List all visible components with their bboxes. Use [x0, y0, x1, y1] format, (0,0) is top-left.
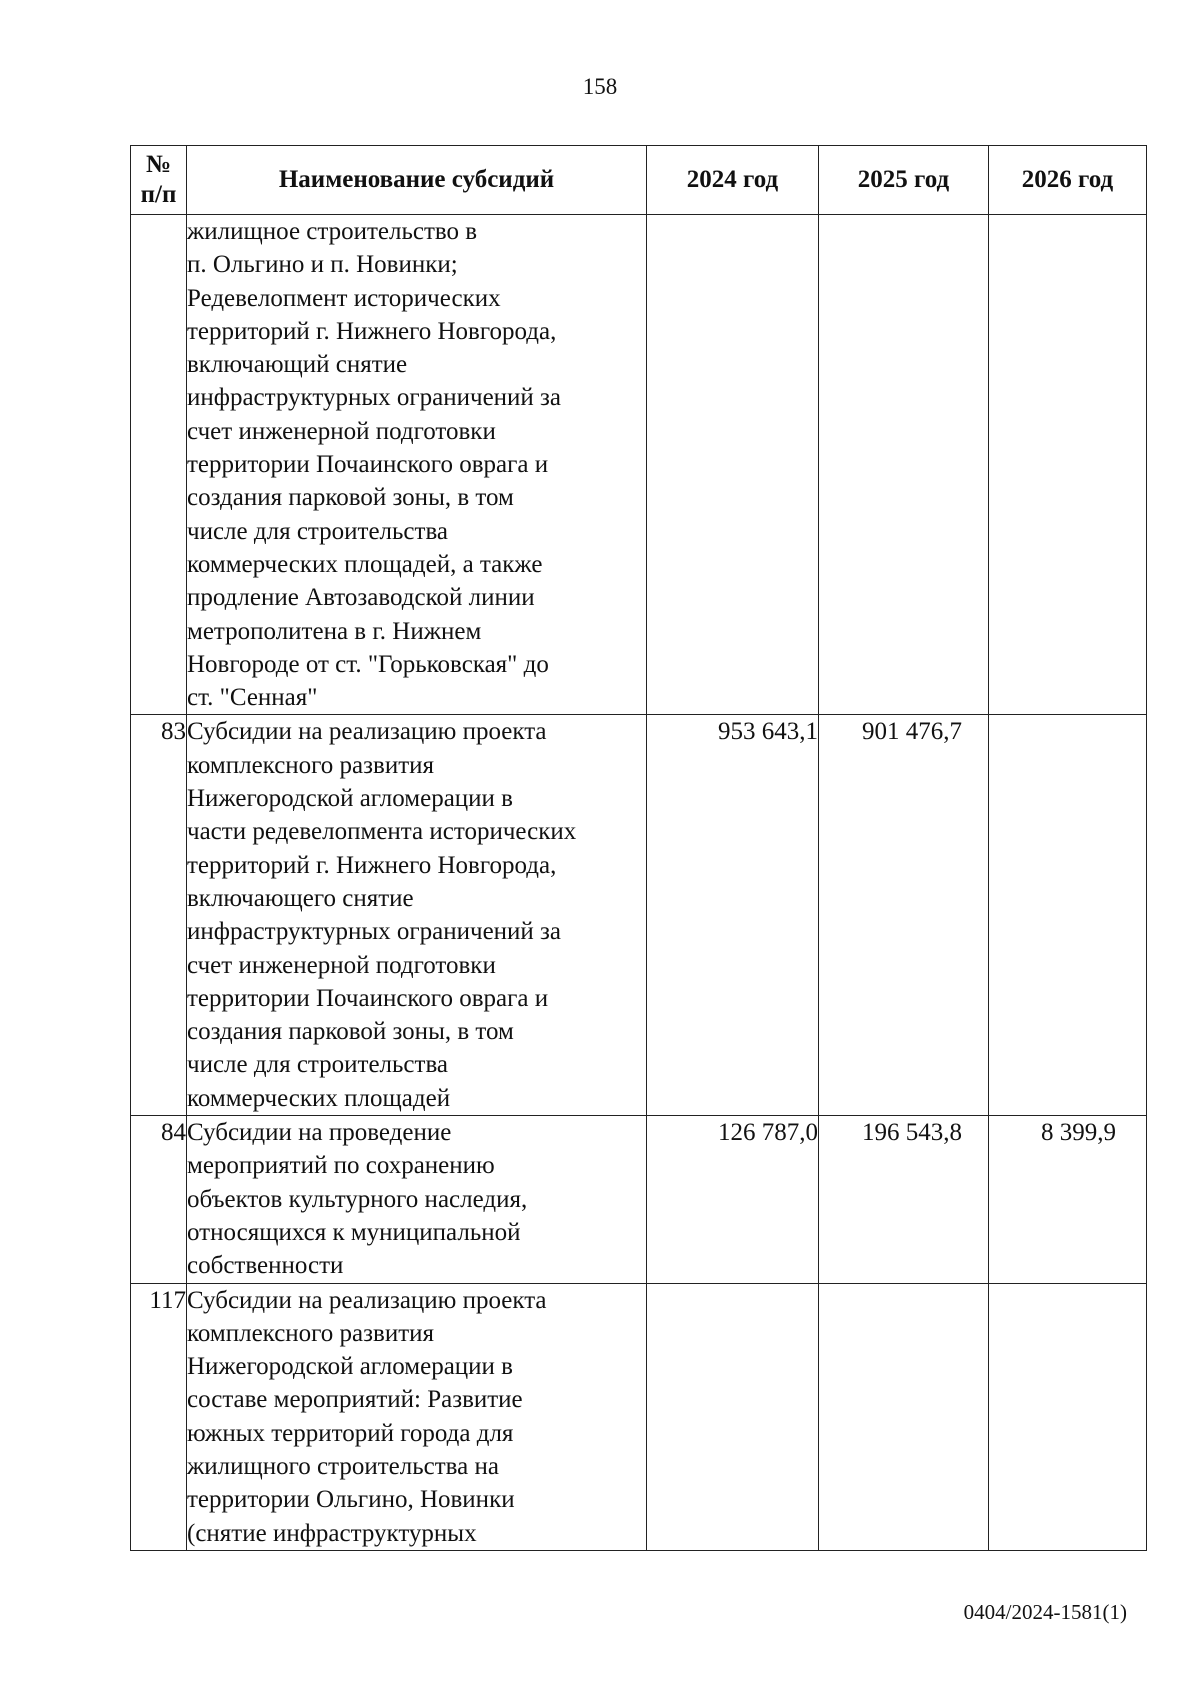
table-row [131, 1116, 1147, 1283]
subsidy-name-line: мероприятий по сохранению [187, 1152, 495, 1180]
subsidy-name-line: Субсидии на проведение [187, 1119, 452, 1147]
subsidy-name-line: составе мероприятий: Развитие [187, 1386, 523, 1414]
subsidy-name-line: территорий г. Нижнего Новгорода, [187, 317, 557, 345]
subsidy-name-line: территории Почаинского оврага и [187, 451, 549, 479]
subsidy-name-line: п. Ольгино и п. Новинки; [187, 251, 458, 279]
subsidy-name-line: коммерческих площадей, а также [187, 550, 543, 578]
subsidy-name-line: (снятие инфраструктурных [187, 1519, 477, 1547]
table-row [131, 1283, 1147, 1550]
subsidy-name-line: объектов культурного наследия, [187, 1185, 528, 1213]
table-header-row [131, 146, 1147, 215]
value-2025 [819, 215, 989, 715]
subsidy-name-line: части редевелопмента исторических [187, 818, 577, 846]
subsidy-name-line: относящихся к муниципальной [187, 1218, 521, 1246]
subsidy-name-line: создания парковой зоны, в том [187, 1018, 514, 1046]
header-num-line2: п/п [140, 181, 177, 208]
value-2024 [647, 215, 819, 715]
subsidy-name-line: Редевелопмент исторических [187, 284, 501, 312]
header-2025: 2025 год [819, 146, 989, 215]
value-2025: 196 543,8 [819, 1116, 989, 1283]
subsidy-name-line: Субсидии на реализацию проекта [187, 1286, 547, 1314]
value-2026 [989, 215, 1147, 715]
subsidy-name-line: комплексного развития [187, 751, 435, 779]
row-number: 117 [131, 1283, 187, 1550]
value-2024 [647, 1283, 819, 1550]
subsidy-name-line: Субсидии на реализацию проекта [187, 718, 547, 746]
subsidies-table [130, 145, 1147, 1551]
value-2025: 901 476,7 [819, 715, 989, 1116]
subsidy-name-line: включающего снятие [187, 884, 414, 912]
subsidy-name-line: территорий г. Нижнего Новгорода, [187, 851, 557, 879]
subsidy-name-line: Новгороде от ст. "Горьковская" до [187, 650, 549, 678]
subsidy-name-line: счет инженерной подготовки [187, 417, 496, 445]
subsidy-name-line: метрополитена в г. Нижнем [187, 617, 482, 645]
subsidy-name-line: числе для строительства [187, 1051, 449, 1079]
subsidy-name-line: собственности [187, 1252, 344, 1280]
subsidy-name-line: жилищное строительство в [187, 218, 478, 245]
subsidy-name-line: включающий снятие [187, 351, 408, 379]
table-row [131, 215, 1147, 715]
row-number [131, 215, 187, 715]
subsidy-name-line: южных территорий города для [187, 1419, 514, 1447]
subsidy-name-line: жилищного строительства на [187, 1452, 499, 1480]
value-2025 [819, 1283, 989, 1550]
subsidy-name [187, 1283, 647, 1550]
subsidy-name-line: коммерческих площадей [187, 1084, 451, 1112]
subsidy-name-line: Нижегородской агломерации в [187, 785, 513, 813]
value-2024: 126 787,0 [647, 1116, 819, 1283]
table-row [131, 715, 1147, 1116]
row-number: 83 [131, 715, 187, 1116]
subsidy-name [187, 1116, 647, 1283]
subsidy-name [187, 215, 647, 715]
subsidy-name-line: комплексного развития [187, 1319, 435, 1347]
value-2026 [989, 1283, 1147, 1550]
subsidy-name-line: инфраструктурных ограничений за [187, 918, 562, 946]
subsidy-name-line: Нижегородской агломерации в [187, 1353, 513, 1381]
document-code: 0404/2024-1581(1) [963, 1600, 1127, 1624]
subsidy-name [187, 715, 647, 1116]
subsidy-name-line: продление Автозаводской линии [187, 584, 535, 612]
header-num-line1: № [145, 151, 172, 178]
subsidy-name-line: территории Ольгино, Новинки [187, 1486, 515, 1514]
row-number: 84 [131, 1116, 187, 1283]
subsidy-name-line: счет инженерной подготовки [187, 951, 496, 979]
subsidy-name-line: создания парковой зоны, в том [187, 484, 514, 512]
header-2026: 2026 год [989, 146, 1147, 215]
value-2026 [989, 715, 1147, 1116]
subsidy-name-line: территории Почаинского оврага и [187, 984, 549, 1012]
subsidy-name-line: ст. "Сенная" [187, 684, 318, 712]
subsidy-name-line: инфраструктурных ограничений за [187, 384, 562, 412]
value-2024: 953 643,1 [647, 715, 819, 1116]
header-2024: 2024 год [647, 146, 819, 215]
subsidy-name-line: числе для строительства [187, 517, 449, 545]
page-number: 158 [582, 74, 618, 99]
value-2026: 8 399,9 [989, 1116, 1147, 1283]
header-name: Наименование субсидий [187, 146, 647, 215]
header-num [131, 146, 187, 215]
